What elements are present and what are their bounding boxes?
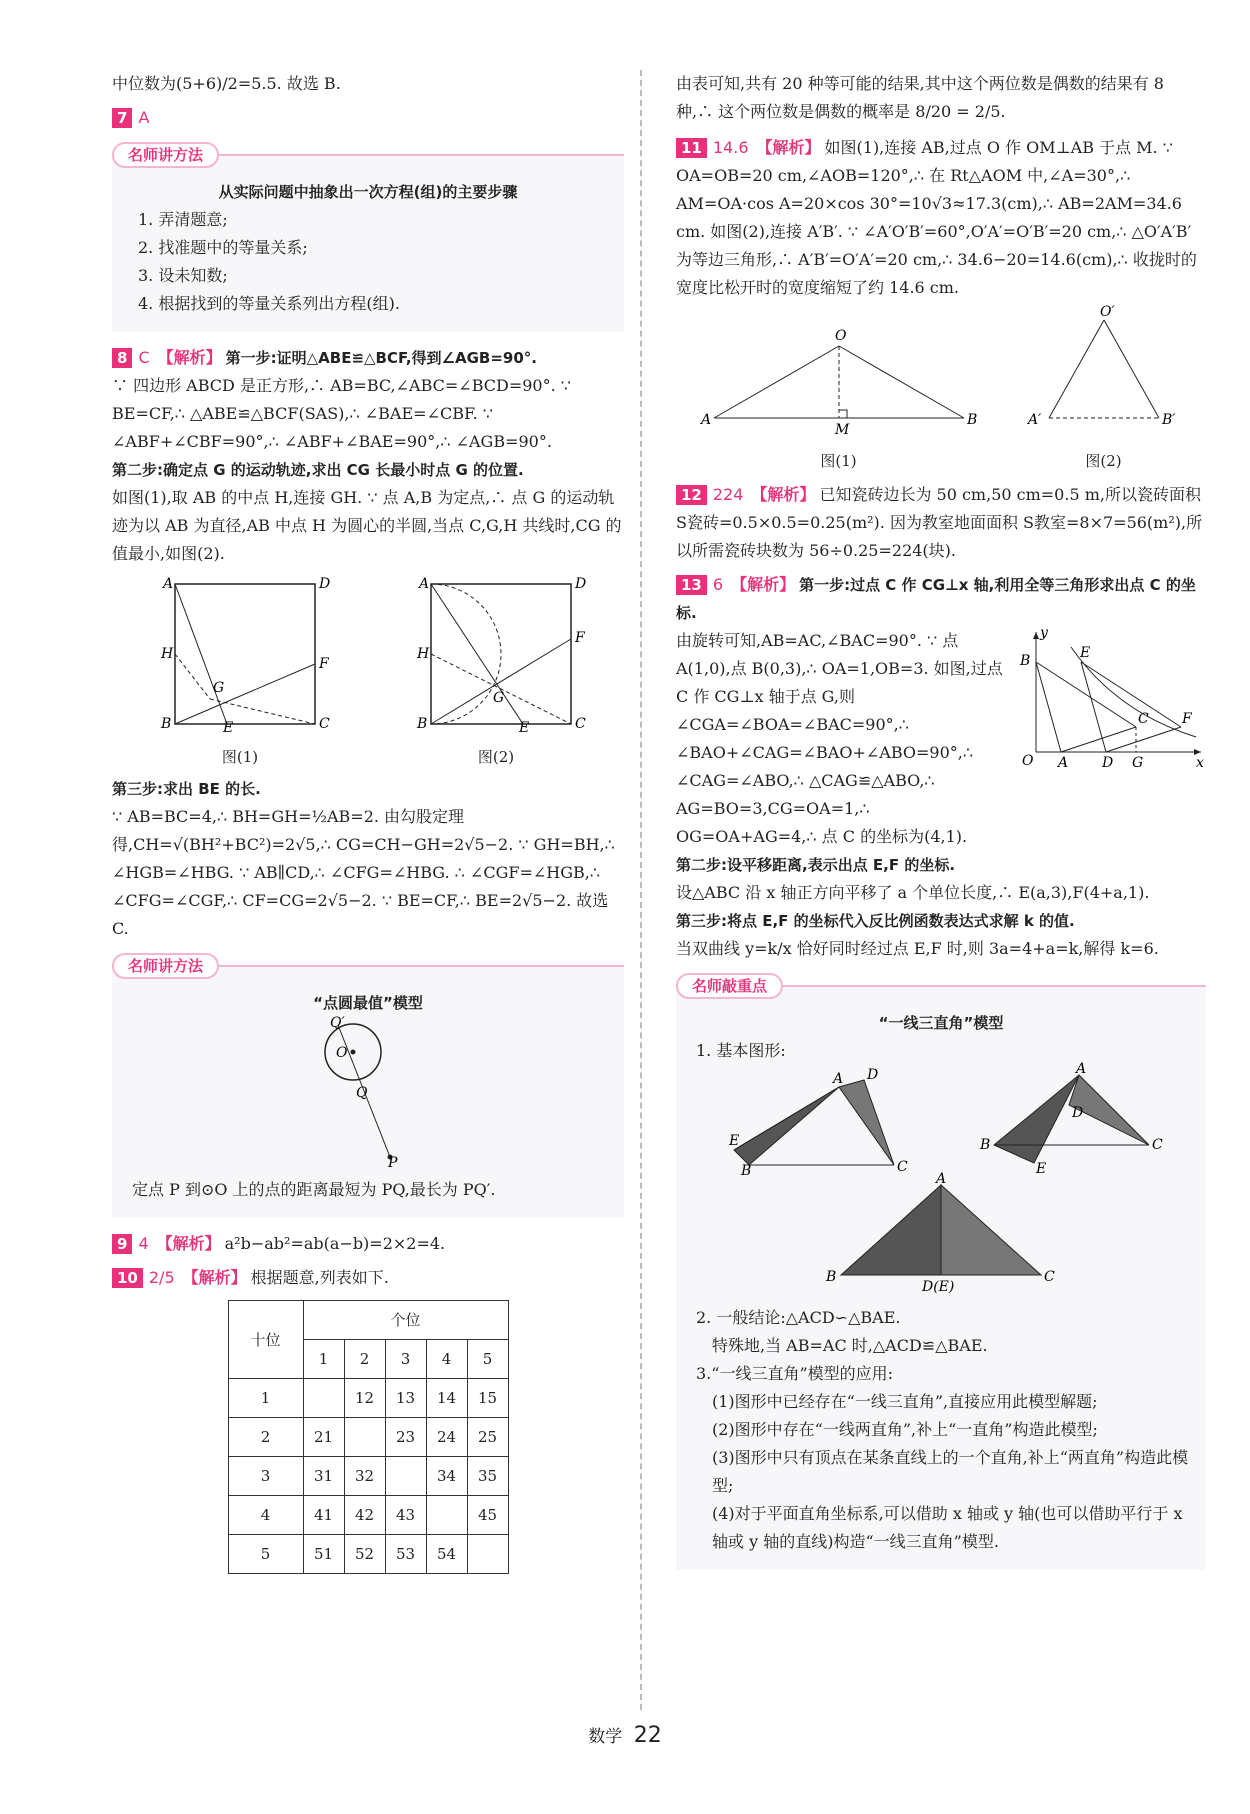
point-circle-diagram [308, 1015, 428, 1171]
square-diagram-1 [155, 574, 331, 736]
footer-subject: 数学 [588, 1727, 623, 1747]
svg-text:C: C [1044, 1269, 1055, 1285]
table-cell: 54 [426, 1535, 467, 1574]
q11-number: 11 [676, 138, 707, 158]
tip-conclusion: 2. 一般结论:△ACD∽△BAE. [696, 1308, 901, 1327]
svg-text:G: G [1132, 755, 1144, 771]
col-label: 1 [303, 1340, 344, 1379]
svg-text:E: E [728, 1133, 739, 1149]
svg-text:E: E [1035, 1161, 1046, 1177]
tip-special: 特殊地,当 AB=AC 时,△ACD≌△BAE. [712, 1336, 988, 1355]
svg-text:O: O [336, 1045, 348, 1061]
tip-title: “一线三直角”模型 [878, 1014, 1004, 1032]
tip-step: 4. 根据找到的等量关系列出方程(组). [138, 294, 400, 313]
tip-apply-head: 3.“一线三直角”模型的应用: [696, 1364, 894, 1383]
median-line: 中位数为(5+6)/2=5.5. 故选 B. [112, 74, 341, 93]
q12 [676, 481, 1206, 565]
row-header: 十位 [228, 1301, 303, 1379]
svg-text:A′: A′ [1027, 412, 1041, 428]
table-cell: 34 [426, 1457, 467, 1496]
tip-step: 2. 找准题中的等量关系; [138, 238, 308, 257]
col-label: 2 [344, 1340, 385, 1379]
svg-text:A: A [163, 576, 174, 592]
q9-body: a²b−ab²=ab(a−b)=2×2=4. [224, 1234, 446, 1253]
tip-apply-item: (1)图形中已经存在“一线三直角”,直接应用此模型解题; [712, 1392, 1098, 1411]
svg-text:F: F [575, 630, 585, 646]
q11 [676, 134, 1206, 475]
q11-figure-1 [699, 308, 979, 475]
svg-text:H: H [161, 646, 174, 662]
tip-tab: 名师敲重点 [676, 973, 783, 999]
svg-text:B′: B′ [1161, 412, 1175, 428]
fig-caption: 图(2) [477, 748, 515, 766]
svg-text:G: G [493, 690, 505, 706]
table-row [228, 1457, 508, 1496]
q8-number: 8 [112, 348, 132, 368]
svg-text:O′: O′ [1099, 304, 1115, 320]
right-column [676, 70, 1206, 1582]
tip-box-method-2 [112, 957, 624, 1218]
table-cell [467, 1535, 508, 1574]
table-cell: 12 [344, 1379, 385, 1418]
svg-text:O: O [1022, 753, 1034, 769]
q8-step1-body: ∵ 四边形 ABCD 是正方形,∴ AB=BC,∠ABC=∠BCD=90°. ∵ BE=CF,∴ △ABE≌△BCF(SAS),∴ ∠BAE=∠CBF. ∵ ∠ABF+∠CBF=90°,∴ ∠ABF+∠BAE=90°,∴ ∠AGB=90°. [112, 376, 571, 451]
tip-step: 3. 设未知数; [138, 266, 228, 285]
tip-steps [138, 206, 614, 318]
table-cell [426, 1496, 467, 1535]
svg-text:E: E [223, 720, 234, 736]
tip-apply-item: (2)图形中存在“一线两直角”,补上“一直角”构造此模型; [712, 1420, 1098, 1439]
q8-jiexi: 【解析】 [157, 348, 222, 367]
left-column [112, 70, 624, 1574]
row-label: 3 [228, 1457, 303, 1496]
q8-step2-body: 如图(1),取 AB 的中点 H,连接 GH. ∵ 点 A,B 为定点,∴ 点 G 的运动轨迹为以 AB 为直径,AB 中点 H 为圆心的半圆,当点 C,G,H 共线时,CG 的值最小,如图(2). [112, 488, 622, 563]
table-row [228, 1496, 508, 1535]
tip-tab: 名师讲方法 [112, 953, 219, 979]
row-label: 4 [228, 1496, 303, 1535]
tip-apply-item: (4)对于平面直角坐标系,可以借助 x 轴或 y 轴(也可以借助平行于 x 轴或 y 轴的直线)构造“一线三直角”模型. [712, 1504, 1183, 1551]
svg-text:B: B [979, 1137, 990, 1153]
q13-step2-body: 设△ABC 沿 x 轴正方向平移了 a 个单位长度,∴ E(a,3),F(4+a,1). [676, 883, 1150, 902]
q11-answer: 14.6 [712, 138, 749, 157]
table-cell: 32 [344, 1457, 385, 1496]
table-cell: 51 [303, 1535, 344, 1574]
svg-text:Q: Q [356, 1085, 368, 1101]
table-cell: 15 [467, 1379, 508, 1418]
svg-text:E: E [1080, 645, 1091, 661]
one-line-three-right-angles-diagram-3 [816, 1171, 1066, 1295]
table-cell [303, 1379, 344, 1418]
q12-jiexi: 【解析】 [751, 485, 816, 504]
svg-text:A: A [936, 1171, 947, 1187]
table-cell: 24 [426, 1418, 467, 1457]
svg-text:x: x [1196, 755, 1204, 771]
table-cell: 23 [385, 1418, 426, 1457]
q10 [112, 1264, 624, 1292]
svg-text:M: M [834, 422, 849, 438]
coordinate-diagram [1006, 625, 1206, 771]
table-cell: 43 [385, 1496, 426, 1535]
table-cell: 35 [467, 1457, 508, 1496]
q8-step3-head: 第三步:求出 BE 的长. [112, 780, 261, 798]
table-cell: 31 [303, 1457, 344, 1496]
table-row [228, 1535, 508, 1574]
point-circle-figure [122, 1017, 614, 1176]
svg-text:F: F [1182, 711, 1192, 727]
table-cell: 52 [344, 1535, 385, 1574]
svg-text:C: C [1151, 1137, 1163, 1153]
svg-text:C: C [575, 716, 586, 732]
table-cell: 14 [426, 1379, 467, 1418]
q7-answer: A [138, 108, 150, 127]
svg-text:A: A [1058, 755, 1069, 771]
q13-step3-head: 第三步:将点 E,F 的坐标代入反比例函数表达式求解 k 的值. [676, 912, 1075, 930]
svg-text:P: P [388, 1155, 398, 1171]
q13-answer: 6 [712, 575, 724, 594]
table-cell [385, 1457, 426, 1496]
table-cell: 41 [303, 1496, 344, 1535]
q8-figure-1 [155, 574, 331, 771]
q10-jiexi: 【解析】 [182, 1268, 247, 1287]
svg-text:B: B [826, 1269, 837, 1285]
two-digit-table [228, 1300, 509, 1574]
fig-caption: 图(1) [221, 748, 259, 766]
svg-text:A: A [700, 412, 711, 428]
tip-desc: 定点 P 到⊙O 上的点的距离最短为 PQ,最长为 PQ′. [132, 1180, 496, 1199]
tip-title: 从实际问题中抽象出一次方程(组)的主要步骤 [218, 183, 518, 201]
svg-text:B: B [417, 716, 428, 732]
q9-jiexi: 【解析】 [156, 1234, 221, 1253]
svg-text:Q′: Q′ [330, 1015, 345, 1031]
table-cell: 53 [385, 1535, 426, 1574]
svg-text:A: A [419, 576, 430, 592]
svg-text:D: D [1102, 755, 1114, 771]
q12-body: 已知瓷砖边长为 50 cm,50 cm=0.5 m,所以瓷砖面积 S瓷砖=0.5×0.5=0.25(m²). 因为教室地面面积 S教室=8×7=56(m²),所以所需瓷砖块数为 56÷0.25=224(块). [676, 485, 1203, 560]
page-footer [0, 1722, 1250, 1751]
q7 [112, 104, 624, 132]
basic-figure-bottom [686, 1171, 1196, 1304]
col-label: 3 [385, 1340, 426, 1379]
svg-text:B: B [1020, 653, 1031, 669]
tip-title: “点圆最值”模型 [313, 994, 423, 1012]
svg-text:H: H [417, 646, 430, 662]
col-label: 5 [467, 1340, 508, 1379]
svg-text:D: D [866, 1067, 878, 1083]
q8-step3-body: ∵ AB=BC=4,∴ BH=GH=½AB=2. 由勾股定理得,CH=√(BH²+BC²)=2√5,∴ CG=CH−GH=2√5−2. ∵ GH=BH,∴ ∠HGB=∠HBG. ∵ AB∥CD,∴ ∠CFG=∠HBG. ∴ ∠CGF=∠HGB,∴ ∠CFG=∠CGF,∴ CF=CG=2√5−2. ∵ BE=CF,∴ BE=2√5−2. 故选 C. [112, 807, 615, 938]
svg-text:D(E): D(E) [922, 1279, 955, 1295]
col-label: 4 [426, 1340, 467, 1379]
fig-caption: 图(1) [820, 452, 857, 470]
one-line-three-right-angles-diagram-2 [964, 1061, 1174, 1177]
svg-text:E: E [519, 720, 530, 736]
row-label: 2 [228, 1418, 303, 1457]
svg-text:A: A [1075, 1061, 1086, 1077]
tip-box-key-point [676, 977, 1206, 1570]
q8-figure-2 [411, 574, 587, 771]
svg-text:C: C [896, 1159, 908, 1175]
obtuse-triangle-diagram [699, 308, 979, 438]
q13-jiexi: 【解析】 [731, 575, 796, 594]
q12-answer: 224 [712, 485, 744, 504]
svg-text:F: F [319, 656, 329, 672]
tip-apply-item: (3)图形中只有顶点在某条直线上的一个直角,补上“两直角”构造此模型; [712, 1448, 1189, 1495]
q9 [112, 1230, 624, 1258]
one-line-three-right-angles-diagram-1 [709, 1065, 919, 1179]
q11-figure-2 [1024, 304, 1184, 475]
q10-continuation: 由表可知,共有 20 种等可能的结果,其中这个两位数是偶数的结果有 8 种,∴ 这个两位数是偶数的概率是 8/20 = 2/5. [676, 74, 1164, 121]
svg-text:G: G [213, 680, 225, 696]
table-row [228, 1418, 508, 1457]
square-diagram-2 [411, 574, 587, 736]
table-cell: 21 [303, 1418, 344, 1457]
table-row [228, 1379, 508, 1418]
row-label: 5 [228, 1535, 303, 1574]
row-label: 1 [228, 1379, 303, 1418]
q10-body: 根据题意,列表如下. [250, 1268, 389, 1287]
table-cell: 13 [385, 1379, 426, 1418]
table-cell: 45 [467, 1496, 508, 1535]
svg-text:A: A [832, 1071, 843, 1087]
svg-text:B: B [966, 412, 977, 428]
tip-tab: 名师讲方法 [112, 142, 219, 168]
basic-figures-row [686, 1061, 1196, 1179]
q9-number: 9 [112, 1234, 132, 1254]
table-cell [344, 1418, 385, 1457]
q13-step2-head: 第二步:设平移距离,表示出点 E,F 的坐标. [676, 856, 956, 874]
table-cell: 25 [467, 1418, 508, 1457]
svg-text:B: B [740, 1163, 751, 1179]
q8 [112, 344, 624, 943]
q13-number: 13 [676, 575, 707, 595]
fig-caption: 图(2) [1085, 452, 1122, 470]
tip-basic: 1. 基本图形: [696, 1041, 786, 1060]
svg-text:B: B [161, 716, 172, 732]
table-cell: 42 [344, 1496, 385, 1535]
q11-jiexi: 【解析】 [756, 138, 821, 157]
q13-step3-body: 当双曲线 y=k/x 恰好同时经过点 E,F 时,则 3a=4+a=k,解得 k=6. [676, 939, 1159, 958]
svg-text:y: y [1040, 625, 1048, 641]
q11-body: 如图(1),连接 AB,过点 O 作 OM⊥AB 于点 M. ∵ OA=OB=20 cm,∠AOB=120°,∴ 在 Rt△AOM 中,∠A=30°,∴ AM=OA·cos A=20×cos 30°=10√3≈17.3(cm),∴ AB=2AM=34.6 cm. 如图(2),连接 A′B′. ∵ ∠A′O′B′=60°,O′A′=O′B′=20 cm,∴ △O′A′B′为等边三角形,∴ A′B′=O′A′=20 cm,∴ 34.6−20=14.6(cm),∴ 收拢时的宽度比松开时的宽度缩短了约 14.6 cm. [676, 138, 1197, 297]
q11-figures [676, 304, 1206, 475]
q13-step1-head: 第一步:过点 C 作 CG⊥x 轴,利用全等三角形求出点 C 的坐标. [676, 576, 1196, 622]
q8-figures [112, 574, 624, 771]
svg-text:D: D [319, 576, 331, 592]
svg-text:C: C [1138, 711, 1149, 727]
q8-step2-head: 第二步:确定点 G 的运动轨迹,求出 CG 长最小时点 G 的位置. [112, 461, 524, 479]
tip-step: 1. 弄清题意; [138, 210, 228, 229]
col-header: 个位 [303, 1301, 508, 1340]
footer-page-number: 22 [633, 1723, 662, 1748]
column-divider [640, 70, 642, 1710]
tip-box-method-1 [112, 146, 624, 332]
q13-step1-body: 由旋转可知,AB=AC,∠BAC=90°. ∵ 点 A(1,0),点 B(0,3),∴ OA=1,OB=3. 如图,过点 C 作 CG⊥x 轴于点 G,则∠CGA=∠BOA=∠BAC=90°,∴ ∠BAO+∠CAG=∠BAO+∠ABO=90°,∴ ∠CAG=∠ABO,∴ △CAG≌△ABO,∴ AG=BO=3,CG=OA=1,∴ OG=OA+AG=4,∴ 点 C 的坐标为(4,1). [676, 631, 1003, 846]
equilateral-triangle-diagram [1024, 304, 1184, 438]
q10-number: 10 [112, 1268, 143, 1288]
q13-step1-block [676, 627, 1206, 851]
q12-number: 12 [676, 485, 707, 505]
q13 [676, 571, 1206, 963]
q7-number: 7 [112, 108, 132, 128]
svg-text:D: D [575, 576, 587, 592]
svg-text:D: D [1071, 1105, 1083, 1121]
q10-answer: 2/5 [148, 1268, 175, 1287]
svg-text:C: C [319, 716, 330, 732]
svg-text:O: O [834, 328, 846, 344]
q8-step1-head: 第一步:证明△ABE≌△BCF,得到∠AGB=90°. [225, 349, 537, 367]
q9-answer: 4 [138, 1234, 149, 1253]
q8-answer: C [138, 348, 150, 367]
